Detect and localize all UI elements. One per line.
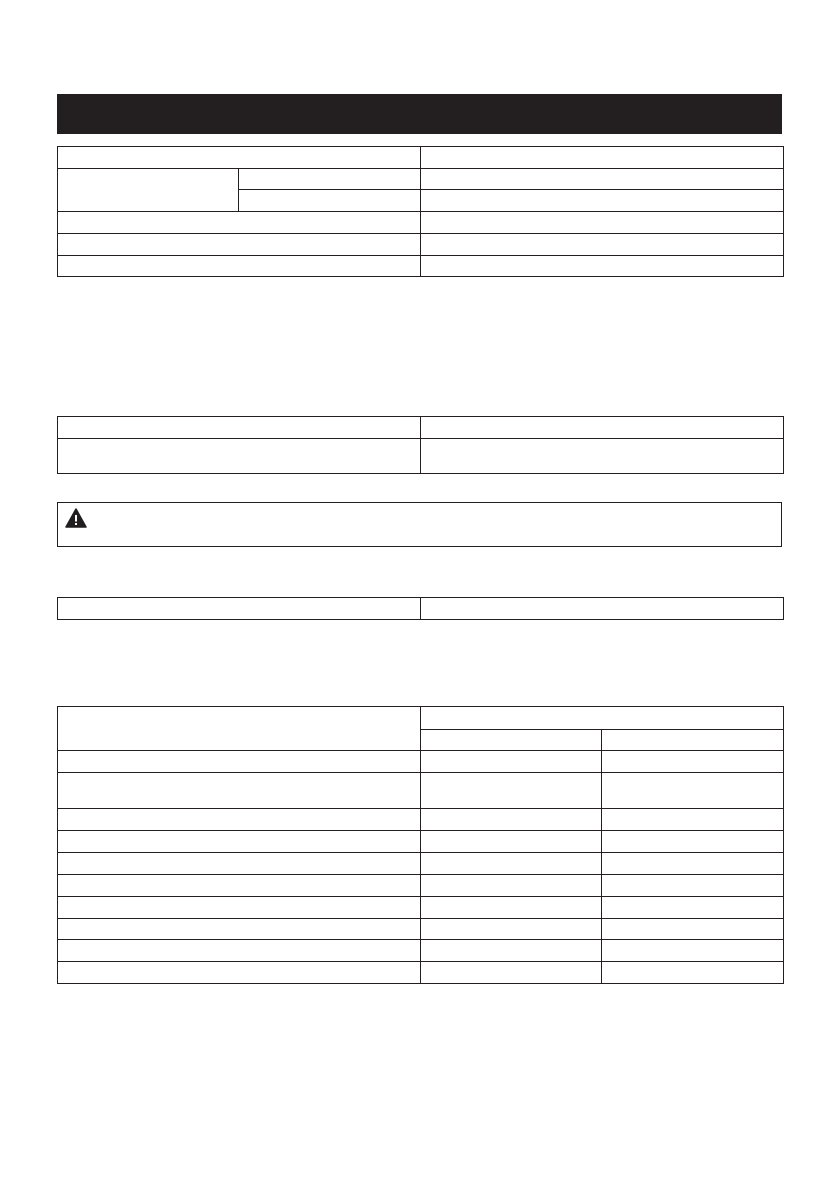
spec-value: [421, 212, 784, 234]
spec-label: [58, 147, 421, 169]
table-row: [58, 897, 784, 919]
column-header: [421, 730, 602, 751]
spec-value: [421, 190, 784, 212]
table-row: [58, 234, 784, 256]
spec-label: [58, 234, 421, 256]
specifications-table: [57, 146, 784, 277]
table-row: [58, 147, 784, 169]
row-value: [602, 773, 784, 809]
row-value: [602, 751, 784, 773]
spec-value: [421, 169, 784, 190]
spec-label: [58, 256, 421, 277]
values-table: [57, 706, 784, 984]
row-label: [58, 598, 421, 620]
table-row: [58, 773, 784, 809]
single-row-table: [57, 597, 784, 620]
row-label: [58, 751, 421, 773]
row-value: [602, 962, 784, 984]
table-row: [58, 256, 784, 277]
row-value: [602, 809, 784, 831]
row-value: [602, 875, 784, 897]
table-row: [58, 809, 784, 831]
row-label: [58, 773, 421, 809]
row-value: [602, 853, 784, 875]
battery-label: [58, 417, 421, 439]
row-value: [421, 809, 602, 831]
spec-group-label: [58, 169, 239, 212]
row-value: [602, 897, 784, 919]
warning-triangle-icon: [65, 508, 87, 528]
spec-label: [58, 212, 421, 234]
row-value: [602, 940, 784, 962]
section-header-bar: [57, 94, 782, 134]
table-row: [58, 940, 784, 962]
row-value: [421, 919, 602, 940]
table-header-row: [58, 707, 784, 730]
battery-label: [58, 439, 421, 474]
row-value: [421, 962, 602, 984]
row-value: [421, 751, 602, 773]
row-value: [602, 919, 784, 940]
column-header: [602, 730, 784, 751]
table-row: [58, 417, 784, 439]
row-label: [58, 809, 421, 831]
spec-value: [421, 256, 784, 277]
caution-box: [57, 502, 782, 547]
battery-value: [421, 417, 784, 439]
table-row: [58, 853, 784, 875]
spec-sub-label: [239, 190, 421, 212]
row-value: [602, 831, 784, 853]
table-row: [58, 962, 784, 984]
column-header-label: [58, 707, 421, 751]
row-value: [421, 897, 602, 919]
battery-value: [421, 439, 784, 474]
row-value: [421, 875, 602, 897]
row-label: [58, 919, 421, 940]
battery-table: [57, 416, 784, 474]
row-value: [421, 598, 784, 620]
table-row: [58, 831, 784, 853]
table-row: [58, 212, 784, 234]
spec-sub-label: [239, 169, 421, 190]
row-value: [421, 940, 602, 962]
table-row: [58, 919, 784, 940]
row-label: [58, 940, 421, 962]
spec-value: [421, 234, 784, 256]
row-label: [58, 875, 421, 897]
row-value: [421, 773, 602, 809]
table-row: [58, 875, 784, 897]
row-label: [58, 853, 421, 875]
row-value: [421, 853, 602, 875]
table-row: [58, 751, 784, 773]
table-row: [58, 169, 784, 190]
table-row: [58, 439, 784, 474]
column-group-header: [421, 707, 784, 730]
table-row: [58, 598, 784, 620]
row-label: [58, 962, 421, 984]
row-value: [421, 831, 602, 853]
row-label: [58, 897, 421, 919]
row-label: [58, 831, 421, 853]
spec-value: [421, 147, 784, 169]
